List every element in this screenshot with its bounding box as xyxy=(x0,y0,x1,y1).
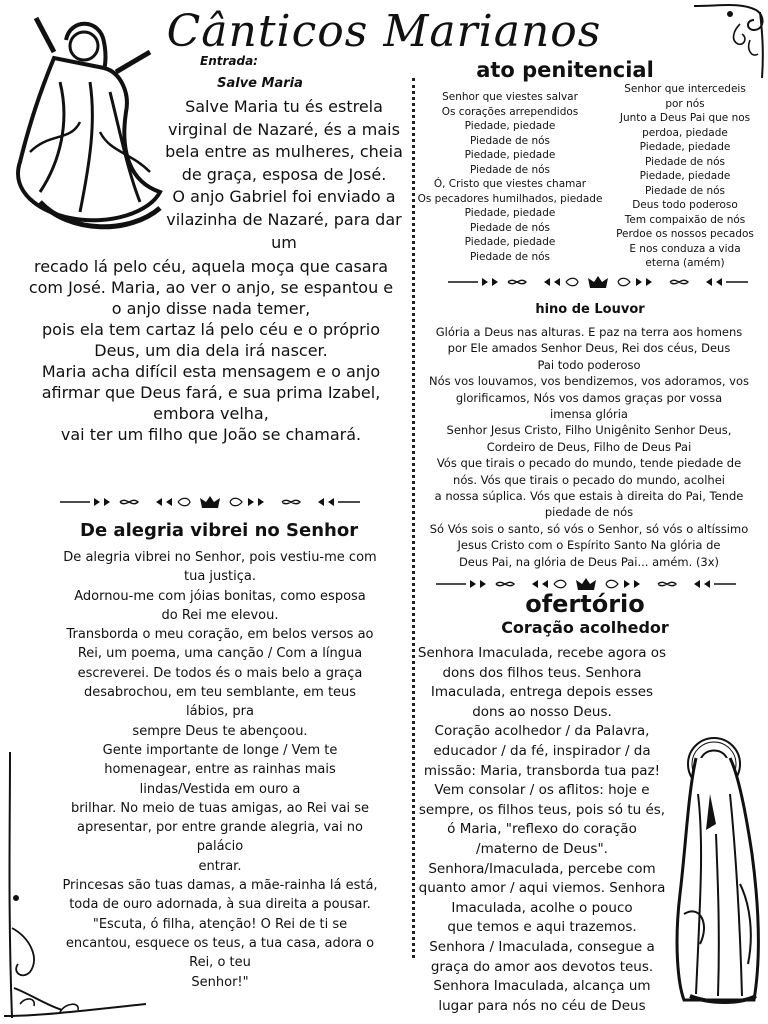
lyric-line: lindas/Vestida em ouro a xyxy=(139,781,301,797)
hino-lyrics xyxy=(412,324,766,570)
prayer-line: Piedade de nós xyxy=(469,163,551,176)
prayer-line: Piedade, piedade xyxy=(464,120,556,132)
prayer-line: Deus todo poderoso xyxy=(632,199,738,211)
hymn-line: Deus Pai, na glória de Deus Pai... amém. (3x) xyxy=(458,554,720,569)
lyric-line: de graça, esposa de José. xyxy=(181,164,387,184)
hymn-line: Só Vós sois o santo, só vós o Senhor, só vós o altíssimo xyxy=(429,521,749,536)
ornament-divider xyxy=(60,494,360,510)
prayer-line: E nos conduza a vida xyxy=(629,242,741,255)
lyric-line: Senhora/Imaculada, percebe com xyxy=(428,860,656,877)
lyric-line: Maria acha difícil esta mensagem e o anjo xyxy=(41,362,381,381)
lyric-line: quanto amor / aqui viemos. Senhora xyxy=(418,880,666,897)
lyric-line: homenagear, entre as rainhas mais xyxy=(104,762,336,778)
prayer-line: Piedade, piedade xyxy=(464,236,556,248)
lyric-line: ó Maria, "reflexo do coração xyxy=(447,821,637,838)
lyric-line: Senhor!" xyxy=(191,974,249,990)
prayer-line: por nós xyxy=(665,97,705,110)
hymn-line: piedade de nós xyxy=(544,505,634,520)
entrada-lyrics-top xyxy=(150,96,418,254)
prayer-line: Piedade de nós xyxy=(469,134,551,147)
lyric-line: Princesas são tuas damas, a mãe-rainha lá está, xyxy=(62,878,378,894)
lyric-line: sempre, os filhos teus, pois só tu és, xyxy=(418,801,666,818)
hymn-line: glorificamos, Nós vos damos graças por vossa xyxy=(455,390,723,405)
lyric-line: afirmar que Deus fará, e sua prima Izabel, xyxy=(41,383,381,402)
lyric-line: brilhar. No meio de tuas amigas, ao Rei vai se xyxy=(70,800,370,816)
lyric-line: lugar para nós no céu de Deus xyxy=(438,997,646,1014)
lyric-line: Adornou-me com jóias bonitas, como esposa xyxy=(74,588,366,604)
prayer-line: Piedade de nós xyxy=(469,250,551,263)
prayer-line: Piedade de nós xyxy=(469,221,551,234)
page-title: Cânticos Marianos xyxy=(166,6,602,57)
lyric-line: Imaculada, acolhe o pouco xyxy=(451,899,633,916)
prayer-line: Piedade, piedade xyxy=(464,207,556,219)
prayer-line: Senhor que intercedeis xyxy=(624,83,746,95)
ofertorio-lyrics xyxy=(414,644,670,1016)
prayer-line: Piedade, piedade xyxy=(639,141,731,153)
prayer-line: Piedade, piedade xyxy=(639,170,731,182)
ofertorio-title: ofertório xyxy=(525,590,645,618)
lyric-line: embora velha, xyxy=(153,404,269,423)
lyric-line: um xyxy=(271,232,297,252)
lyric-line: desabrochou, em teu semblante, em teus xyxy=(83,685,357,701)
hymn-line: Nós vos louvamos, vos bendizemos, vos adoramos, vos xyxy=(428,374,749,389)
lyric-line: Senhora / Imaculada, consegue a xyxy=(429,938,655,955)
lyric-line: Deus, um dia dela irá nascer. xyxy=(94,341,328,360)
entrada-song-name: Salve Maria xyxy=(217,76,303,91)
lyric-line: /materno de Deus". xyxy=(476,840,608,857)
prayer-line: Ó, Cristo que viestes chamar xyxy=(433,178,587,190)
entrada-label: Entrada: xyxy=(200,54,258,68)
lyric-line: escreverei. De todos és o mais belo a graça xyxy=(77,665,363,681)
prayer-line: perdoa, piedade xyxy=(642,126,728,139)
lyric-line: que temos e aqui trazemos. xyxy=(447,919,637,936)
lyric-line: encantou, esquece os teus, a tua casa, adora o xyxy=(65,935,375,951)
prayer-line: Junto a Deus Pai que nos xyxy=(619,112,751,124)
lyric-line: dons dos filhos teus. Senhora xyxy=(442,664,642,681)
lyric-line: o anjo disse nada temer, xyxy=(111,299,311,318)
lyric-line: toda de ouro adornada, à sua direita a pousar. xyxy=(69,897,371,913)
prayer-line: Piedade de nós xyxy=(644,184,726,197)
virgin-mary-assumption-illustration xyxy=(0,12,172,234)
hymn-line: Pai todo poderoso xyxy=(537,357,641,372)
lyric-line: missão: Maria, transborda tua paz! xyxy=(423,762,661,779)
prayer-line: Os corações arrependidos xyxy=(441,105,579,118)
hymn-line: Jesus Cristo com o Espírito Santo Na glória de xyxy=(457,538,721,553)
ato-penitencial-left xyxy=(414,90,606,264)
prayer-line: Perdoe os nossos pecados xyxy=(616,228,754,240)
corner-flourish-bottom-left-2 xyxy=(0,996,150,1024)
lyric-line: bela entre as mulheres, cheia xyxy=(165,142,403,162)
lyric-line: apresentar, por entre grande alegria, vai no xyxy=(77,820,363,836)
prayer-line: eterna (amém) xyxy=(645,257,725,269)
praying-virgin-mary-illustration xyxy=(670,734,764,1004)
prayer-line: Os pecadores humilhados, piedade xyxy=(417,192,603,205)
lyric-line: pois ela tem cartaz lá pelo céu e o próprio xyxy=(42,320,380,339)
hymn-line: nós. Vós que tirais o pecado do mundo, acolhei xyxy=(453,472,725,487)
hymn-line: Senhor Jesus Cristo, Filho Unigênito Senhor Deus, xyxy=(446,423,732,438)
lyric-line: Vem consolar / os aflitos: hoje e xyxy=(434,782,650,799)
entrada-lyrics-bottom xyxy=(8,256,414,445)
lyric-line: palácio xyxy=(196,839,244,855)
song2-title: De alegria vibrei no Senhor xyxy=(80,520,359,541)
lyric-line: lábios, pra xyxy=(186,704,254,720)
hymn-line: imensa glória xyxy=(550,407,628,422)
lyric-line: Coração acolhedor / da Palavra, xyxy=(434,723,650,740)
lyric-line: entrar. xyxy=(198,858,242,874)
lyric-line: do Rei me elevou. xyxy=(161,607,279,623)
lyric-line: Salve Maria tu és estrela xyxy=(185,97,383,116)
song2-lyrics xyxy=(30,548,410,992)
lyric-line: O anjo Gabriel foi enviado a xyxy=(172,187,396,207)
lyric-line: virginal de Nazaré, és a mais xyxy=(168,119,400,139)
lyric-line: educador / da fé, inspirador / da xyxy=(433,742,651,759)
lyric-line: dons ao nosso Deus. xyxy=(472,703,612,720)
prayer-line: Piedade, piedade xyxy=(464,149,556,161)
hymn-line: por Ele amados Senhor Deus, Rei dos céus, Deus xyxy=(447,341,731,356)
lyric-line: com José. Maria, ao ver o anjo, se espantou e xyxy=(28,278,394,297)
ornament-divider xyxy=(448,274,748,290)
lyric-line: Senhora Imaculada, recebe agora os xyxy=(417,645,667,661)
lyric-line: Transborda o meu coração, em belos versos ao xyxy=(66,627,374,643)
hymn-line: Vós que tirais o pecado do mundo, tende piedade de xyxy=(436,456,742,471)
lyric-line: Rei, o teu xyxy=(189,955,251,971)
lyric-line: vilazinha de Nazaré, para dar xyxy=(166,209,402,229)
lyric-line: vai ter um filho que João se chamará. xyxy=(60,425,362,444)
lyric-line: tua justiça. xyxy=(183,569,256,585)
hymn-line: Glória a Deus nas alturas. E paz na terra aos homens xyxy=(435,325,743,339)
hymn-line: a nossa súplica. Vós que estais à direita do Pai, Tende xyxy=(434,489,744,504)
lyric-line: Senhora Imaculada, alcança um xyxy=(433,978,651,995)
lyric-line: "Escuta, ó filha, atenção! O Rei de ti se xyxy=(92,916,348,932)
lyric-line: Rei, um poema, uma canção / Com a língua xyxy=(77,646,363,662)
lyric-line: Imaculada, entrega depois esses xyxy=(430,684,654,701)
lyric-line: De alegria vibrei no Senhor, pois vestiu-me com xyxy=(63,550,377,565)
ato-penitencial-right xyxy=(606,82,764,271)
lyric-line: graça do amor aos devotos teus. xyxy=(430,958,654,975)
ofertorio-subtitle: Coração acolhedor xyxy=(501,618,669,637)
hymn-line: Cordeiro de Deus, Filho de Deus Pai xyxy=(486,439,692,454)
hino-title: hino de Louvor xyxy=(535,302,645,317)
lyric-line: Gente importante de longe / Vem te xyxy=(102,742,338,758)
lyric-line: recado lá pelo céu, aquela moça que casara xyxy=(33,257,388,276)
prayer-line: Senhor que viestes salvar xyxy=(442,91,578,103)
prayer-line: Tem compaixão de nós xyxy=(624,213,746,226)
lyric-line: sempre Deus te abençoou. xyxy=(132,723,308,739)
ato-penitencial-title: ato penitencial xyxy=(476,58,654,82)
prayer-line: Piedade de nós xyxy=(644,155,726,168)
